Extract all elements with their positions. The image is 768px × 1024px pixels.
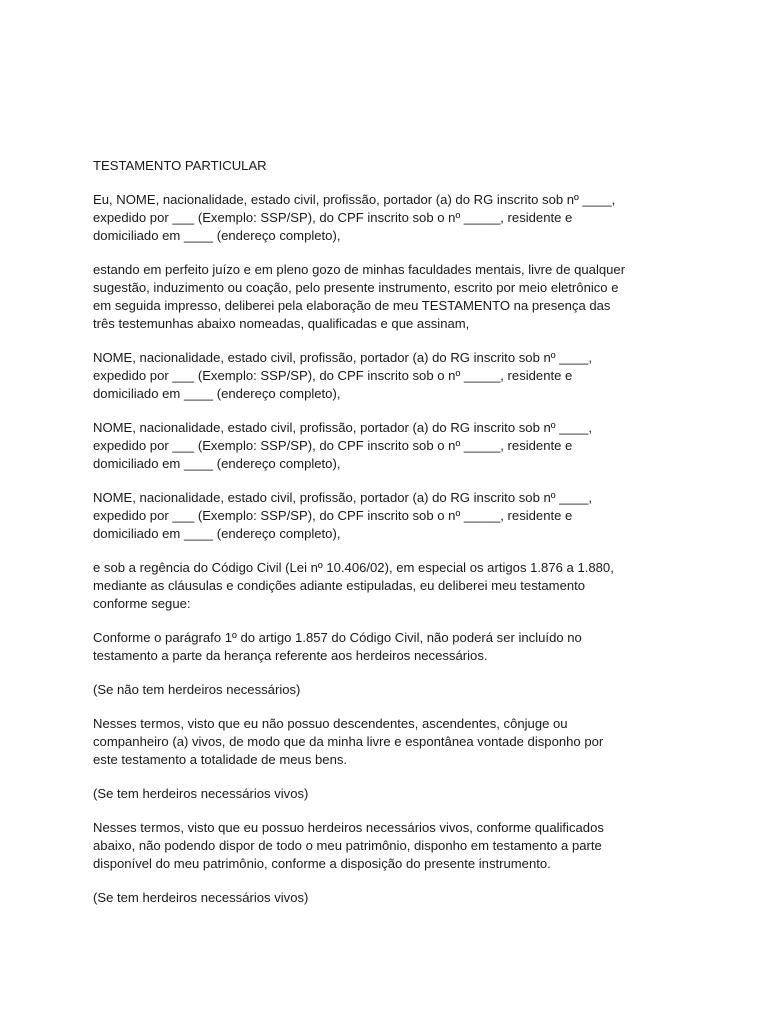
paragraph — [93, 559, 683, 613]
paragraph-line: disponível do meu patrimônio, conforme a disposição do presente instrumento. — [93, 856, 551, 871]
paragraph — [93, 261, 683, 333]
paragraph-line: mediante as cláusulas e condições adiante estipuladas, eu deliberei meu testamento — [93, 578, 586, 593]
paragraph-line: (Se não tem herdeiros necessários) — [93, 682, 301, 697]
paragraph-line: (Se tem herdeiros necessários vivos) — [93, 890, 309, 905]
paragraph — [93, 889, 683, 907]
paragraph — [93, 819, 683, 873]
paragraph — [93, 419, 683, 473]
paragraph-line: companheiro (a) vivos, de modo que da minha livre e espontânea vontade disponho por — [93, 734, 604, 749]
paragraph — [93, 715, 683, 769]
paragraph-line: domiciliado em ____ (endereço completo), — [93, 456, 341, 471]
paragraph-line: (Se tem herdeiros necessários vivos) — [93, 786, 309, 801]
paragraph-line: estando em perfeito juízo e em pleno gozo de minhas faculdades mentais, livre de qualquer — [93, 262, 626, 277]
paragraph-line: NOME, nacionalidade, estado civil, profissão, portador (a) do RG inscrito sob nº ____, — [93, 420, 592, 435]
paragraph — [93, 489, 683, 543]
paragraph — [93, 191, 683, 245]
paragraph-line: NOME, nacionalidade, estado civil, profissão, portador (a) do RG inscrito sob nº ____, — [93, 490, 592, 505]
paragraph-line: domiciliado em ____ (endereço completo), — [93, 228, 341, 243]
document-title: TESTAMENTO PARTICULAR — [93, 158, 267, 173]
paragraph-line: Eu, NOME, nacionalidade, estado civil, profissão, portador (a) do RG inscrito sob nº ____, — [93, 192, 616, 207]
paragraph-line: três testemunhas abaixo nomeadas, qualificadas e que assinam, — [93, 316, 470, 331]
paragraph-line: este testamento a totalidade de meus bens. — [93, 752, 348, 767]
paragraph — [93, 681, 683, 699]
paragraph-line: expedido por ___ (Exemplo: SSP/SP), do CPF inscrito sob o nº _____, residente e — [93, 368, 573, 383]
document-body — [93, 157, 683, 923]
paragraph-line: Nesses termos, visto que eu não possuo descendentes, ascendentes, cônjuge ou — [93, 716, 568, 731]
paragraph — [93, 629, 683, 665]
paragraph-line: conforme segue: — [93, 596, 191, 611]
paragraph-line: abaixo, não podendo dispor de todo o meu patrimônio, disponho em testamento a parte — [93, 838, 602, 853]
paragraph-line: em seguida impresso, deliberei pela elaboração de meu TESTAMENTO na presença das — [93, 298, 611, 313]
paragraph — [93, 785, 683, 803]
paragraph-line: expedido por ___ (Exemplo: SSP/SP), do CPF inscrito sob o nº _____, residente e — [93, 438, 573, 453]
paragraph — [93, 349, 683, 403]
paragraph-list — [93, 191, 683, 907]
paragraph-line: domiciliado em ____ (endereço completo), — [93, 386, 341, 401]
paragraph-line: expedido por ___ (Exemplo: SSP/SP), do CPF inscrito sob o nº _____, residente e — [93, 210, 573, 225]
paragraph-line: Conforme o parágrafo 1º do artigo 1.857 do Código Civil, não poderá ser incluído no — [93, 630, 582, 645]
paragraph-line: testamento a parte da herança referente aos herdeiros necessários. — [93, 648, 488, 663]
paragraph-line: expedido por ___ (Exemplo: SSP/SP), do CPF inscrito sob o nº _____, residente e — [93, 508, 573, 523]
paragraph-line: sugestão, induzimento ou coação, pelo presente instrumento, escrito por meio eletrônico e — [93, 280, 619, 295]
paragraph-line: Nesses termos, visto que eu possuo herdeiros necessários vivos, conforme qualificados — [93, 820, 604, 835]
paragraph-line: e sob a regência do Código Civil (Lei nº 10.406/02), em especial os artigos 1.876 a 1.880, — [93, 560, 614, 575]
paragraph-line: domiciliado em ____ (endereço completo), — [93, 526, 341, 541]
paragraph-line: NOME, nacionalidade, estado civil, profissão, portador (a) do RG inscrito sob nº ____, — [93, 350, 592, 365]
